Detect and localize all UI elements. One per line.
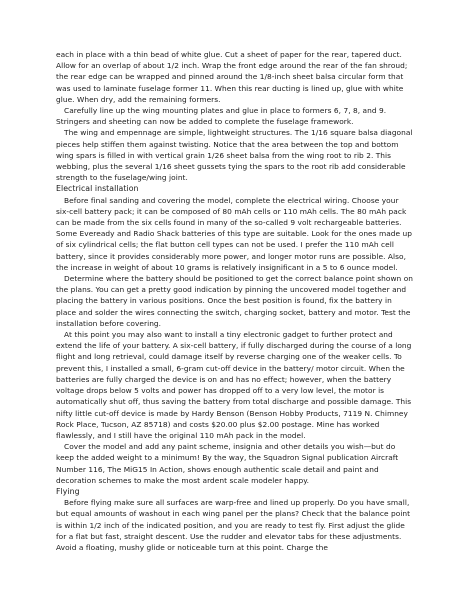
paragraph-rear-duct: each in place with a thin bead of white glue. Cut a sheet of paper for the rear, tapered duct. Allow for an overlap of about 1/2 inch. Wrap the front edge around the rear of the fan shroud; the rear edge can be wrapped and pinned around the 1/8-inch sheet balsa circular form that was used to laminate fuselage former 11. When this rear ducting is lined up, glue with white glue. When dry, add the remaining formers.: [56, 50, 408, 104]
paragraph-cutoff-device: At this point you may also want to install a tiny electronic gadget to further protect and extend the life of your battery. A six-cell battery, if fully discharged during the course of a long flight and long retrieval, could damage itself by reverse charging one of the weaker cells. To prevent this, I installed a small, 6-gram cut-off device in the battery/ motor circuit. When the batteries are fully charged the device is on and has no effect; however, when the battery voltage drops below 5 volts and power has dropped off to a very low level, the motor is automatically shut off, thus saving the battery from total discharge and possible damage. This nifty little cut-off device is made by Hardy Benson (Benson Hobby Products, 7119 N. Chimney Rock Place, Tucson, AZ 85718) and costs $20.00 plus $2.00 postage. Mine has worked flawlessly, and I still have the original 110 mAh pack in the model.: [56, 330, 412, 440]
paragraph-balance-point: Determine where the battery should be positioned to get the correct balance point shown on the plans. You can get a pretty good indication by pinning the uncovered model together and placing the battery in various positions. Once the best position is found, fix the battery in place and solder the wires connecting the switch, charging socket, battery and motor. Test the installation before covering.: [56, 274, 413, 328]
paragraph-covering: Cover the model and add any paint scheme, insignia and other details you wish—but do keep the added weight to a minimum! By the way, the Squadron Signal publication Aircraft Number 116, The MiG15 In Action, shows enough authentic scale detail and paint and decoration schemes to make the most ardent scale modeler happy.: [56, 442, 399, 485]
section-heading-flying: Flying: [56, 486, 80, 496]
paragraph-flying: Before flying make sure all surfaces are warp-free and lined up properly. Do you have small, but equal amounts of washout in each wing panel per the plans? Check that the balance point is within 1/2 inch of the indicated position, and you are ready to test fly. First adjust the glide for a flat but fast, straight descent. Use the rudder and elevator tabs for these adjustments. Avoid a floating, mushy glide or noticeable turn at this point. Charge the: [56, 498, 411, 552]
paragraph-wing-empennage: The wing and empennage are simple, lightweight structures. The 1/16 square balsa diagonal pieces help stiffen them against twisting. Notice that the area between the top and bottom wing spars is filled in with vertical grain 1/26 sheet balsa from the wing root to rib 2. This webbing, plus the several 1/16 sheet gussets tying the spars to the root rib add considerable strength to the fuselage/wing joint.: [56, 128, 413, 183]
paragraph-wing-mounting: Carefully line up the wing mounting plates and glue in place to formers 6, 7, 8, and 9. Stringers and sheeting can now be added to complete the fuselage framework.: [56, 106, 387, 127]
section-heading-electrical: Electrical installation: [56, 184, 139, 194]
article-body: [56, 49, 414, 553]
paragraph-battery-pack: Before final sanding and covering the model, complete the electrical wiring. Choose your six-cell battery pack; it can be composed of 80 mAh cells or 110 mAh cells. The 80 mAh pack can be made from the six cells found in many of the so-called 9 volt rechargeable batteries. Some Eveready and Radio Shack batteries of this type are suitable. Look for the ones made up of six cylindrical cells; the flat button cell types can not be used. I prefer the 110 mAh cell battery, since it provides considerably more power, and longer motor runs are possible. Also, the increase in weight of about 10 grams is relatively insignificant in a 5 to 6 ounce model.: [56, 195, 412, 272]
